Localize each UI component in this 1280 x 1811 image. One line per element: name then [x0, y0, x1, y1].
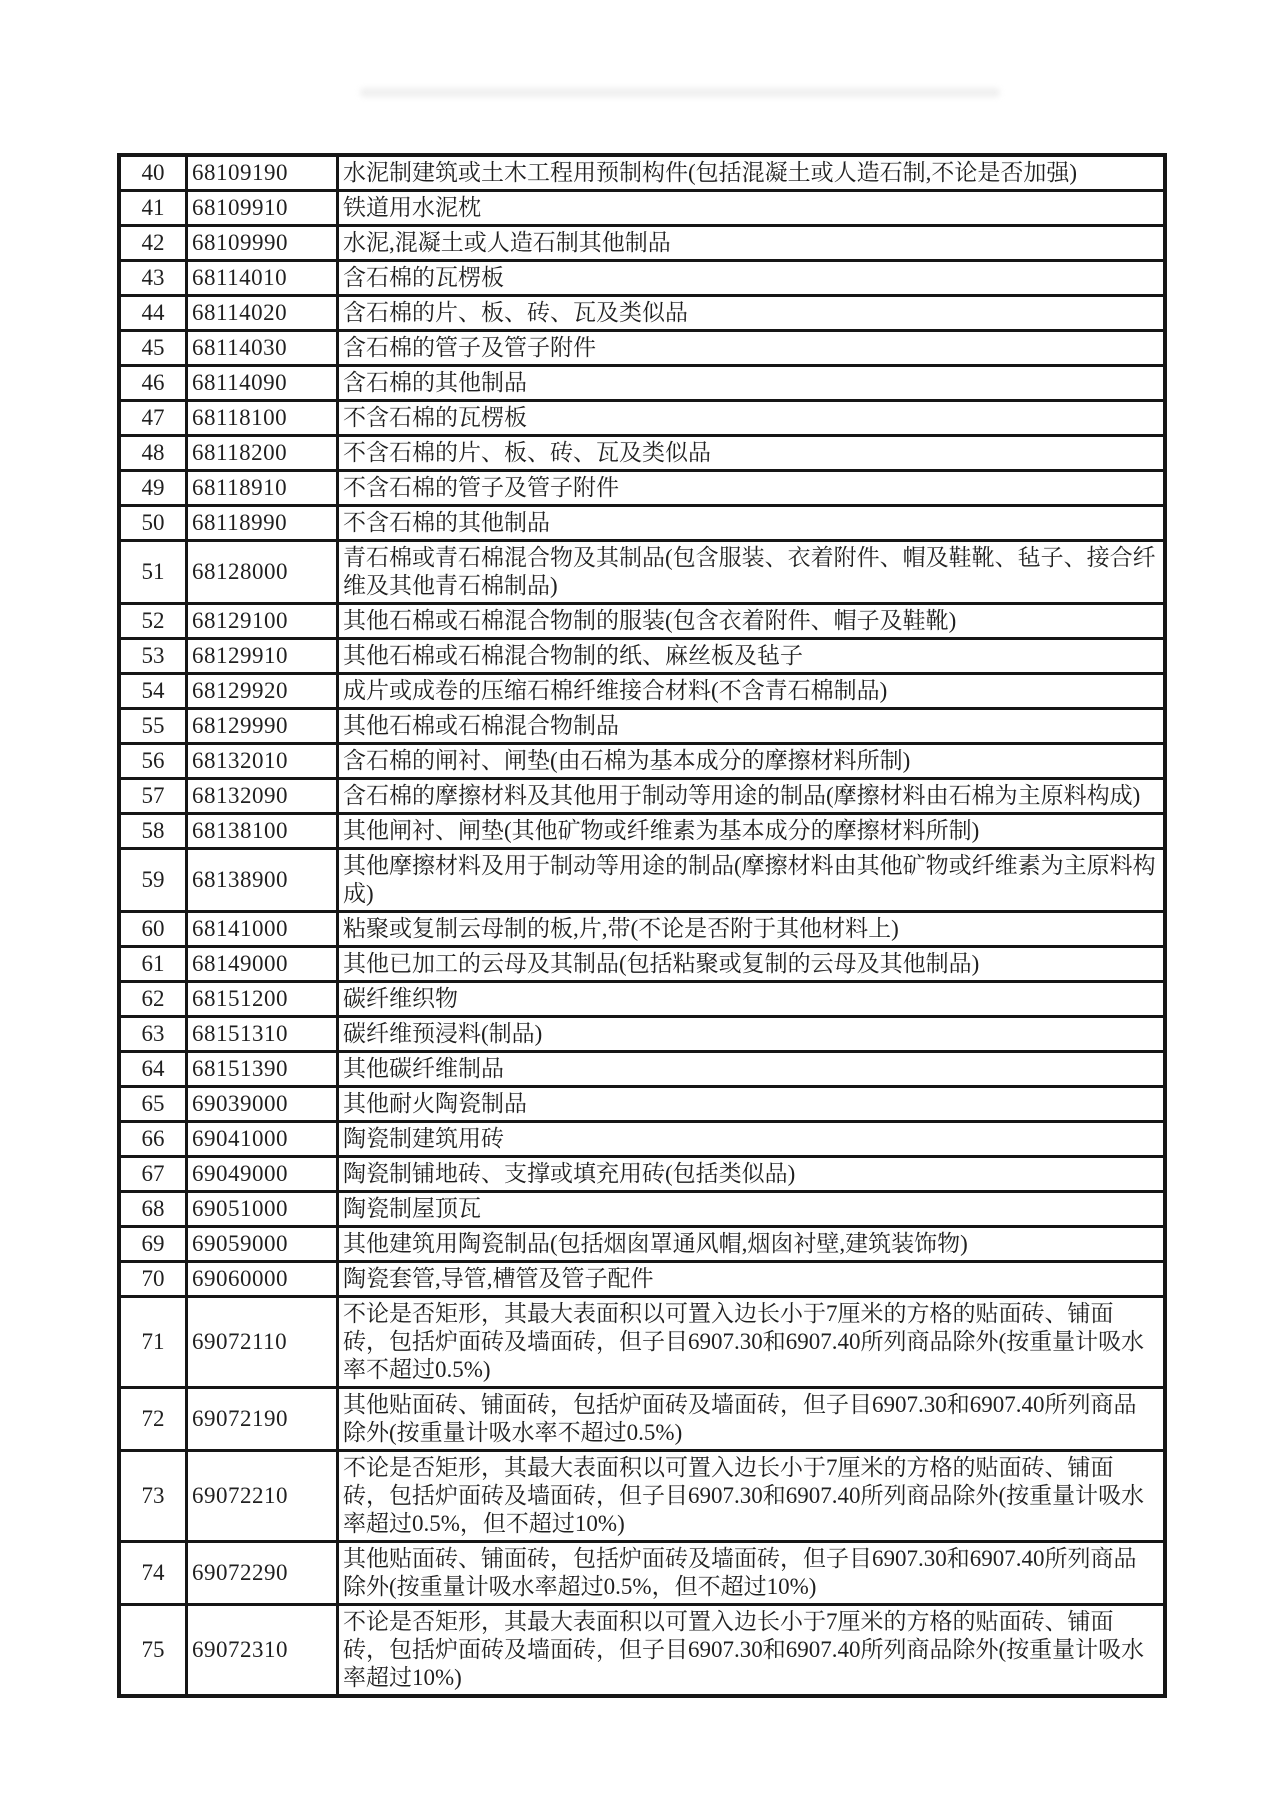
- table-row: [119, 604, 1165, 639]
- table-row: [119, 1017, 1165, 1052]
- row-number: 53: [119, 639, 187, 674]
- row-number: 54: [119, 674, 187, 709]
- hs-code-table-body: [119, 155, 1165, 1696]
- row-number: 44: [119, 296, 187, 331]
- commodity-description: 其他闸衬、闸垫(其他矿物或纤维素为基本成分的摩擦材料所制): [338, 814, 1166, 849]
- table-row: [119, 296, 1165, 331]
- row-number: 41: [119, 191, 187, 226]
- hs-code: 68138100: [187, 814, 338, 849]
- commodity-description: 成片或成卷的压缩石棉纤维接合材料(不含青石棉制品): [338, 674, 1166, 709]
- hs-code: 69039000: [187, 1087, 338, 1122]
- hs-code: 69072310: [187, 1605, 338, 1697]
- table-row: [119, 1297, 1165, 1388]
- hs-code: 69072210: [187, 1451, 338, 1542]
- hs-code: 68149000: [187, 947, 338, 982]
- row-number: 51: [119, 541, 187, 604]
- row-number: 47: [119, 401, 187, 436]
- table-row: [119, 639, 1165, 674]
- commodity-description: 其他贴面砖、铺面砖，包括炉面砖及墙面砖，但子目6907.30和6907.40所列商品除外(按重量计吸水率不超过0.5%): [338, 1388, 1166, 1451]
- table-row: [119, 366, 1165, 401]
- table-row: [119, 1157, 1165, 1192]
- row-number: 60: [119, 912, 187, 947]
- row-number: 73: [119, 1451, 187, 1542]
- commodity-description: 陶瓷套管,导管,槽管及管子配件: [338, 1262, 1166, 1297]
- hs-code: 68129990: [187, 709, 338, 744]
- row-number: 70: [119, 1262, 187, 1297]
- commodity-description: 含石棉的瓦楞板: [338, 261, 1166, 296]
- commodity-description: 青石棉或青石棉混合物及其制品(包含服装、衣着附件、帽及鞋靴、毡子、接合纤维及其他青石棉制品): [338, 541, 1166, 604]
- commodity-description: 碳纤维织物: [338, 982, 1166, 1017]
- row-number: 46: [119, 366, 187, 401]
- hs-code-table: [117, 153, 1167, 1698]
- table-row: [119, 1451, 1165, 1542]
- row-number: 61: [119, 947, 187, 982]
- row-number: 72: [119, 1388, 187, 1451]
- commodity-description: 铁道用水泥枕: [338, 191, 1166, 226]
- commodity-description: 含石棉的管子及管子附件: [338, 331, 1166, 366]
- table-row: [119, 1192, 1165, 1227]
- commodity-description: 其他石棉或石棉混合物制品: [338, 709, 1166, 744]
- commodity-description: 含石棉的其他制品: [338, 366, 1166, 401]
- commodity-description: 陶瓷制建筑用砖: [338, 1122, 1166, 1157]
- hs-code: 68151310: [187, 1017, 338, 1052]
- commodity-description: 不论是否矩形，其最大表面积以可置入边长小于7厘米的方格的贴面砖、铺面砖，包括炉面砖及墙面砖，但子目6907.30和6907.40所列商品除外(按重量计吸水率不超过0.5%): [338, 1297, 1166, 1388]
- table-row: [119, 226, 1165, 261]
- table-row: [119, 744, 1165, 779]
- hs-code: 68114030: [187, 331, 338, 366]
- hs-code: 69041000: [187, 1122, 338, 1157]
- row-number: 64: [119, 1052, 187, 1087]
- row-number: 40: [119, 155, 187, 191]
- table-row: [119, 1087, 1165, 1122]
- hs-code: 68118990: [187, 506, 338, 541]
- row-number: 65: [119, 1087, 187, 1122]
- row-number: 49: [119, 471, 187, 506]
- table-row: [119, 506, 1165, 541]
- hs-code: 69072110: [187, 1297, 338, 1388]
- row-number: 45: [119, 331, 187, 366]
- hs-code: 68132090: [187, 779, 338, 814]
- row-number: 55: [119, 709, 187, 744]
- row-number: 52: [119, 604, 187, 639]
- row-number: 58: [119, 814, 187, 849]
- table-row: [119, 1052, 1165, 1087]
- commodity-description: 不含石棉的管子及管子附件: [338, 471, 1166, 506]
- hs-code: 68118910: [187, 471, 338, 506]
- table-row: [119, 1542, 1165, 1605]
- table-row: [119, 849, 1165, 912]
- hs-code: 68118100: [187, 401, 338, 436]
- row-number: 56: [119, 744, 187, 779]
- row-number: 50: [119, 506, 187, 541]
- table-row: [119, 155, 1165, 191]
- row-number: 74: [119, 1542, 187, 1605]
- table-row: [119, 982, 1165, 1017]
- table-row: [119, 947, 1165, 982]
- commodity-description: 不含石棉的其他制品: [338, 506, 1166, 541]
- commodity-description: 其他摩擦材料及用于制动等用途的制品(摩擦材料由其他矿物或纤维素为主原料构成): [338, 849, 1166, 912]
- table-row: [119, 1227, 1165, 1262]
- hs-code: 68114010: [187, 261, 338, 296]
- commodity-description: 其他石棉或石棉混合物制的纸、麻丝板及毡子: [338, 639, 1166, 674]
- table-row: [119, 1605, 1165, 1697]
- hs-code: 68141000: [187, 912, 338, 947]
- table-row: [119, 191, 1165, 226]
- commodity-description: 水泥,混凝土或人造石制其他制品: [338, 226, 1166, 261]
- commodity-description: 水泥制建筑或土木工程用预制构件(包括混凝土或人造石制,不论是否加强): [338, 155, 1166, 191]
- commodity-description: 陶瓷制屋顶瓦: [338, 1192, 1166, 1227]
- commodity-description: 不含石棉的瓦楞板: [338, 401, 1166, 436]
- commodity-description: 其他石棉或石棉混合物制的服装(包含衣着附件、帽子及鞋靴): [338, 604, 1166, 639]
- hs-code: 68114020: [187, 296, 338, 331]
- table-row: [119, 436, 1165, 471]
- hs-code: 68129910: [187, 639, 338, 674]
- commodity-description: 陶瓷制铺地砖、支撑或填充用砖(包括类似品): [338, 1157, 1166, 1192]
- row-number: 71: [119, 1297, 187, 1388]
- table-row: [119, 814, 1165, 849]
- table-row: [119, 709, 1165, 744]
- hs-code: 68129100: [187, 604, 338, 639]
- hs-code: 69049000: [187, 1157, 338, 1192]
- commodity-description: 其他已加工的云母及其制品(包括粘聚或复制的云母及其他制品): [338, 947, 1166, 982]
- table-row: [119, 261, 1165, 296]
- table-row: [119, 471, 1165, 506]
- row-number: 57: [119, 779, 187, 814]
- table-row: [119, 912, 1165, 947]
- row-number: 67: [119, 1157, 187, 1192]
- row-number: 59: [119, 849, 187, 912]
- hs-code: 69051000: [187, 1192, 338, 1227]
- hs-code: 68132010: [187, 744, 338, 779]
- commodity-description: 其他贴面砖、铺面砖，包括炉面砖及墙面砖，但子目6907.30和6907.40所列商品除外(按重量计吸水率超过0.5%，但不超过10%): [338, 1542, 1166, 1605]
- hs-code: 69072190: [187, 1388, 338, 1451]
- table-row: [119, 541, 1165, 604]
- row-number: 42: [119, 226, 187, 261]
- commodity-description: 含石棉的片、板、砖、瓦及类似品: [338, 296, 1166, 331]
- row-number: 63: [119, 1017, 187, 1052]
- row-number: 43: [119, 261, 187, 296]
- row-number: 69: [119, 1227, 187, 1262]
- hs-code: 68118200: [187, 436, 338, 471]
- table-row: [119, 1262, 1165, 1297]
- commodity-description: 不含石棉的片、板、砖、瓦及类似品: [338, 436, 1166, 471]
- hs-code: 69060000: [187, 1262, 338, 1297]
- row-number: 68: [119, 1192, 187, 1227]
- hs-code: 68109990: [187, 226, 338, 261]
- hs-code: 68109910: [187, 191, 338, 226]
- commodity-description: 粘聚或复制云母制的板,片,带(不论是否附于其他材料上): [338, 912, 1166, 947]
- table-row: [119, 1388, 1165, 1451]
- scan-artifact: [360, 88, 1000, 97]
- table-row: [119, 331, 1165, 366]
- commodity-description: 含石棉的摩擦材料及其他用于制动等用途的制品(摩擦材料由石棉为主原料构成): [338, 779, 1166, 814]
- table-row: [119, 674, 1165, 709]
- table-row: [119, 779, 1165, 814]
- hs-code: 68138900: [187, 849, 338, 912]
- commodity-description: 含石棉的闸衬、闸垫(由石棉为基本成分的摩擦材料所制): [338, 744, 1166, 779]
- commodity-description: 碳纤维预浸料(制品): [338, 1017, 1166, 1052]
- row-number: 75: [119, 1605, 187, 1697]
- commodity-description: 其他碳纤维制品: [338, 1052, 1166, 1087]
- hs-code: 68151200: [187, 982, 338, 1017]
- hs-code: 68128000: [187, 541, 338, 604]
- commodity-description: 不论是否矩形，其最大表面积以可置入边长小于7厘米的方格的贴面砖、铺面砖，包括炉面砖及墙面砖，但子目6907.30和6907.40所列商品除外(按重量计吸水率超过0.5%，但不超过10%): [338, 1451, 1166, 1542]
- hs-code: 69059000: [187, 1227, 338, 1262]
- row-number: 62: [119, 982, 187, 1017]
- hs-code: 68109190: [187, 155, 338, 191]
- table-row: [119, 401, 1165, 436]
- hs-code: 68114090: [187, 366, 338, 401]
- commodity-description: 不论是否矩形，其最大表面积以可置入边长小于7厘米的方格的贴面砖、铺面砖，包括炉面砖及墙面砖，但子目6907.30和6907.40所列商品除外(按重量计吸水率超过10%): [338, 1605, 1166, 1697]
- commodity-description: 其他建筑用陶瓷制品(包括烟囱罩通风帽,烟囱衬壁,建筑装饰物): [338, 1227, 1166, 1262]
- commodity-description: 其他耐火陶瓷制品: [338, 1087, 1166, 1122]
- hs-code: 68151390: [187, 1052, 338, 1087]
- row-number: 48: [119, 436, 187, 471]
- row-number: 66: [119, 1122, 187, 1157]
- hs-code: 68129920: [187, 674, 338, 709]
- hs-code: 69072290: [187, 1542, 338, 1605]
- table-row: [119, 1122, 1165, 1157]
